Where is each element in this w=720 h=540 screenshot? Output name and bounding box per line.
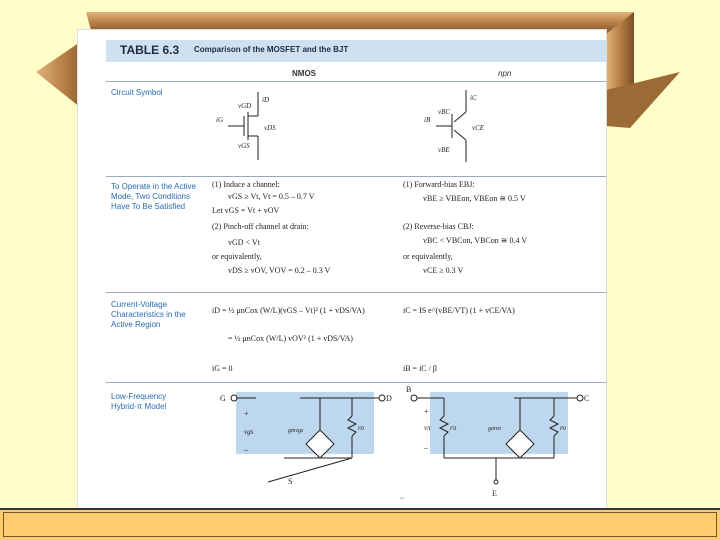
nmos-condition-line: Let vGS = Vt + vOV	[212, 206, 280, 215]
table-scan	[78, 30, 606, 508]
npn-label-ib: iB	[424, 116, 431, 124]
nmos-condition-line: (1) Induce a channel:	[212, 180, 280, 189]
npn-hybrid-plus: +	[424, 407, 429, 416]
nmos-condition-line: vDS ≥ vOV, VOV = 0.2 – 0.3 V	[228, 266, 331, 275]
npn-hybrid-b: B	[406, 385, 412, 394]
nmos-label-id: iD	[262, 96, 269, 104]
npn-condition-line: or equivalently,	[403, 252, 453, 261]
section-label-active-mode: To Operate in the Active Mode, Two Conditions Have To Be Satisfied	[111, 182, 196, 211]
nmos-iv-equation: iD = ½ μnCox (W/L)(vGS – Vt)² (1 + vDS/VA)	[212, 306, 365, 315]
section-label-iv-characteristics: Current-Voltage Characteristics in the Active Region	[111, 300, 186, 329]
npn-hybrid-vpi: vπ	[424, 424, 431, 432]
nmos-label-vgs: vGS	[238, 142, 250, 150]
npn-condition-line: vBE ≥ VBEon, VBEon ≅ 0.5 V	[423, 194, 526, 203]
column-header-nmos: NMOS	[292, 69, 316, 78]
nmos-symbol-diagram	[208, 86, 318, 166]
divider	[106, 382, 606, 383]
npn-label-vce: vCE	[472, 124, 485, 132]
nmos-iv-equation: iG = 0	[212, 364, 233, 373]
nmos-hybrid-model-diagram	[212, 386, 392, 486]
npn-symbol-diagram	[408, 86, 518, 166]
nmos-label-vgd: vGD	[238, 102, 252, 110]
table-header-bar	[106, 40, 606, 62]
nmos-hybrid-source: gmvgs	[288, 428, 304, 434]
npn-condition-line: vCE ≥ 0.3 V	[423, 266, 464, 275]
section-label-hybrid-pi: Low-Frequency Hybrid-π Model	[111, 392, 167, 411]
nmos-hybrid-ro: ro	[358, 424, 364, 432]
nmos-hybrid-minus: –	[244, 445, 248, 454]
nmos-label-ig: iG	[216, 116, 223, 124]
divider	[106, 81, 606, 82]
table-title: Comparison of the MOSFET and the BJT	[194, 45, 349, 54]
nmos-condition-line: or equivalently,	[212, 252, 262, 261]
npn-hybrid-model-diagram	[404, 385, 604, 498]
footer-bar	[0, 508, 720, 540]
npn-hybrid-rpi: rπ	[450, 424, 457, 432]
npn-label-ic: iC	[470, 94, 477, 102]
nmos-hybrid-d: D	[386, 394, 392, 403]
nmos-hybrid-g: G	[220, 394, 226, 403]
npn-iv-equation: iB = iC / β	[403, 364, 437, 373]
section-label-circuit-symbol: Circuit Symbol	[111, 88, 163, 97]
divider	[106, 292, 606, 293]
npn-hybrid-minus: –	[424, 443, 428, 452]
npn-hybrid-ro: ro	[560, 424, 566, 432]
nmos-condition-line: vGS ≥ Vt, Vt = 0.5 – 0.7 V	[228, 192, 315, 201]
npn-hybrid-source: gmvπ	[488, 426, 502, 432]
nmos-iv-equation: = ½ μnCox (W/L) vOV² (1 + vDS/VA)	[228, 334, 353, 343]
footer-inner-border	[3, 512, 717, 537]
npn-label-vbe: vBE	[438, 146, 450, 154]
page-mark: ~	[400, 494, 405, 503]
npn-hybrid-e: E	[492, 489, 497, 498]
npn-iv-equation: iC = IS e^(vBE/VT) (1 + vCE/VA)	[403, 306, 515, 315]
column-header-npn: npn	[498, 69, 512, 78]
table-number: TABLE 6.3	[120, 43, 180, 57]
nmos-hybrid-vgs: vgs	[244, 428, 254, 436]
npn-label-vbc: vBC	[438, 108, 451, 116]
divider	[106, 176, 606, 177]
nmos-hybrid-s: S	[288, 477, 293, 486]
npn-condition-line: vBC < VBCon, VBCon ≅ 0.4 V	[423, 236, 528, 245]
npn-condition-line: (1) Forward-bias EBJ:	[403, 180, 475, 189]
nmos-label-vds: vDS	[264, 124, 276, 132]
nmos-hybrid-plus: +	[244, 409, 249, 418]
npn-condition-line: (2) Reverse-bias CBJ:	[403, 222, 474, 231]
nmos-condition-line: vGD < Vt	[228, 238, 260, 247]
npn-hybrid-c: C	[584, 394, 590, 403]
nmos-condition-line: (2) Pinch-off channel at drain:	[212, 222, 309, 231]
